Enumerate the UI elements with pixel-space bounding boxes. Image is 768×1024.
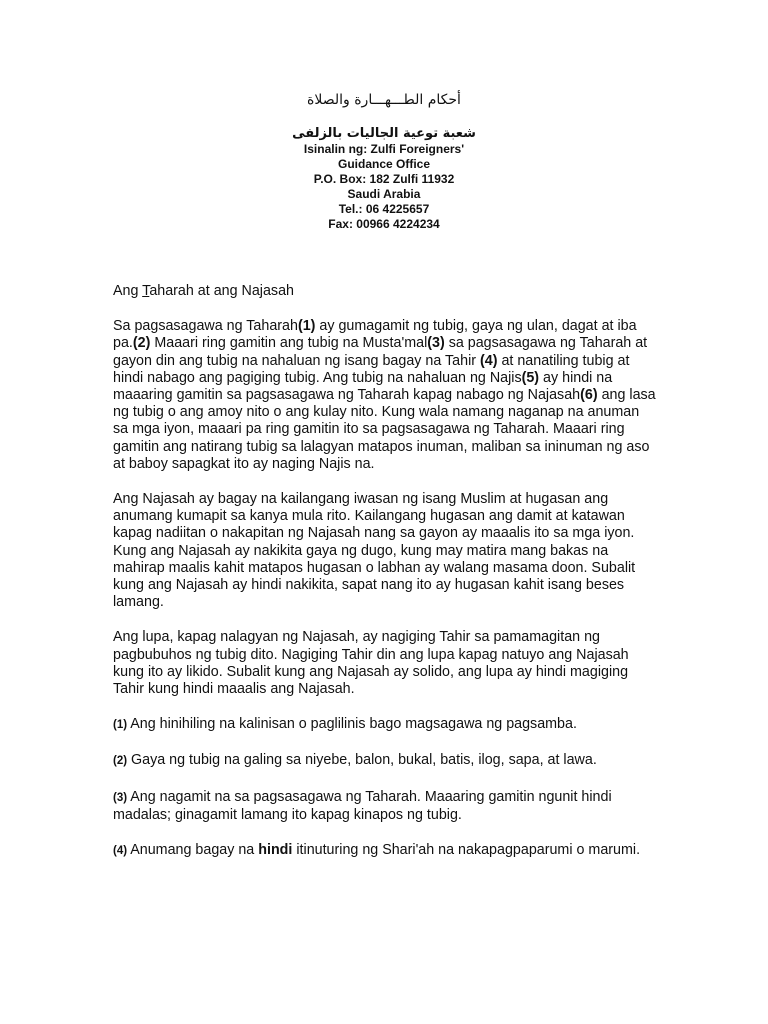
footnote-3 (113, 789, 658, 824)
footnote-text: Anumang bagay na (127, 842, 259, 859)
footnote-1 (113, 716, 658, 734)
paragraph-water (113, 318, 658, 473)
document-header (0, 92, 768, 232)
footnote-text: Gaya ng tubig na galing sa niyebe, balon, bukal, batis, ilog, sapa, at lawa. (127, 752, 597, 769)
text-span: Sa pagsasagawa ng Taharah (113, 318, 298, 335)
po-box: P.O. Box: 182 Zulfi 11932 (313, 172, 455, 186)
footnote-marker-2: (2) (132, 335, 151, 352)
text-span: ay hindi na maaaring gamitin sa pagsasagawa ng Taharah kapag nabago ng Najasah (113, 369, 613, 404)
footnote-marker: (3) (113, 791, 128, 804)
section-title (113, 283, 658, 300)
footnote-text: Ang hinihiling na kalinisan o paglilinis bago magsagawa ng pagsamba. (127, 716, 577, 733)
footnote-emphasis: hindi (258, 842, 293, 859)
footnote-marker-6: (6) (580, 387, 598, 404)
section-title-underlined-letter: T (142, 283, 150, 299)
document-body (113, 283, 658, 878)
text-span: sa pagsasagawa ng Taharah at gayon din ang tubig na nahaluan ng isang bagay na Tahir (113, 335, 648, 369)
footnote-marker: (4) (113, 845, 128, 858)
footnote-marker-3: (3) (427, 335, 445, 352)
telephone: Tel.: 06 4225657 (338, 202, 430, 216)
section-title-part: Ang (113, 283, 143, 299)
text-span: ay gumagamit ng tubig, gaya ng ulan, dagat at iba pa. (113, 318, 637, 352)
paragraph-soil: Ang lupa, kapag nalagyan ng Najasah, ay nagiging Tahir sa pamamagitan ng pagbubuhos ng tubig dito. Nagiging Tahir din ang lupa kapag natuyo ang Najasah kung ito ay likido. Subalit kung ang Najasah ay solido, ang lupa ay hindi magiging Tahir kung hindi maaalis ang Najasah. (113, 629, 629, 698)
footnote-marker-5: (5) (521, 369, 540, 386)
arabic-title: أحكام الطـــهـــارة والصلاة (307, 92, 461, 108)
footnote-text: Ang nagamit na sa pagsasagawa ng Taharah. Maaaring gamitin ngunit hindi madalas; ginagamit lamang ito kapag kinapos ng tubig. (113, 788, 612, 823)
country: Saudi Arabia (347, 187, 421, 201)
footnote-marker: (1) (113, 719, 128, 732)
paragraph-najasah: Ang Najasah ay bagay na kailangang iwasan ng isang Muslim at hugasan ang anumang kumapit sa kanya mula rito. Kailangang hugasan ang damit at katawan kapag nadiitan o nakapitan ng Najasah nang sa gayon ay maaalis ito sa mga iyon. Kung ang Najasah ay nakikita gaya ng dugo, kung may matira mang bakas na mahirap maalis kahit matapos hugasan o labhan ay walang masama doon. Subalit kung ang Najasah ay hindi nakikita, sapat nang ito ay hugasan kahit isang beses lamang. (113, 491, 636, 611)
footnote-marker-4: (4) (480, 352, 498, 369)
footnote-marker-1: (1) (297, 318, 316, 335)
text-span: at nanatiling tubig at hindi nabago ang pagiging tubig. Ang tubig na nahaluan ng Najis (113, 352, 630, 386)
text-span: Maaari ring gamitin ang tubig na Musta'mal (150, 335, 428, 352)
fax: Fax: 00966 4224234 (328, 217, 440, 231)
footnote-text: itinuturing ng Shari'ah na nakapagpaparumi o marumi. (292, 842, 641, 859)
footnote-2 (113, 752, 658, 770)
arabic-organization-name: شعبة توعية الجاليات بالزلفى (292, 126, 476, 141)
footnote-4 (113, 842, 658, 860)
section-title-part: aharah at ang Najasah (149, 283, 294, 299)
footnote-marker: (2) (113, 755, 128, 768)
text-span: ang lasa ng tubig o ang amoy nito o ang kulay nito. Kung wala namang naganap na anuman sa mga iyon, maaari pa ring gamitin ito sa pagsasagawa ng Taharah. Maaari ring gamitin ang natirang tubig sa lalagyan matapos inuman, maliban sa ininuman ng aso at baboy sapagkat ito ay naging Najis na. (113, 387, 656, 472)
office-name: Guidance Office (337, 157, 431, 171)
translator-line: Isinalin ng: Zulfi Foreigners' (303, 142, 465, 156)
